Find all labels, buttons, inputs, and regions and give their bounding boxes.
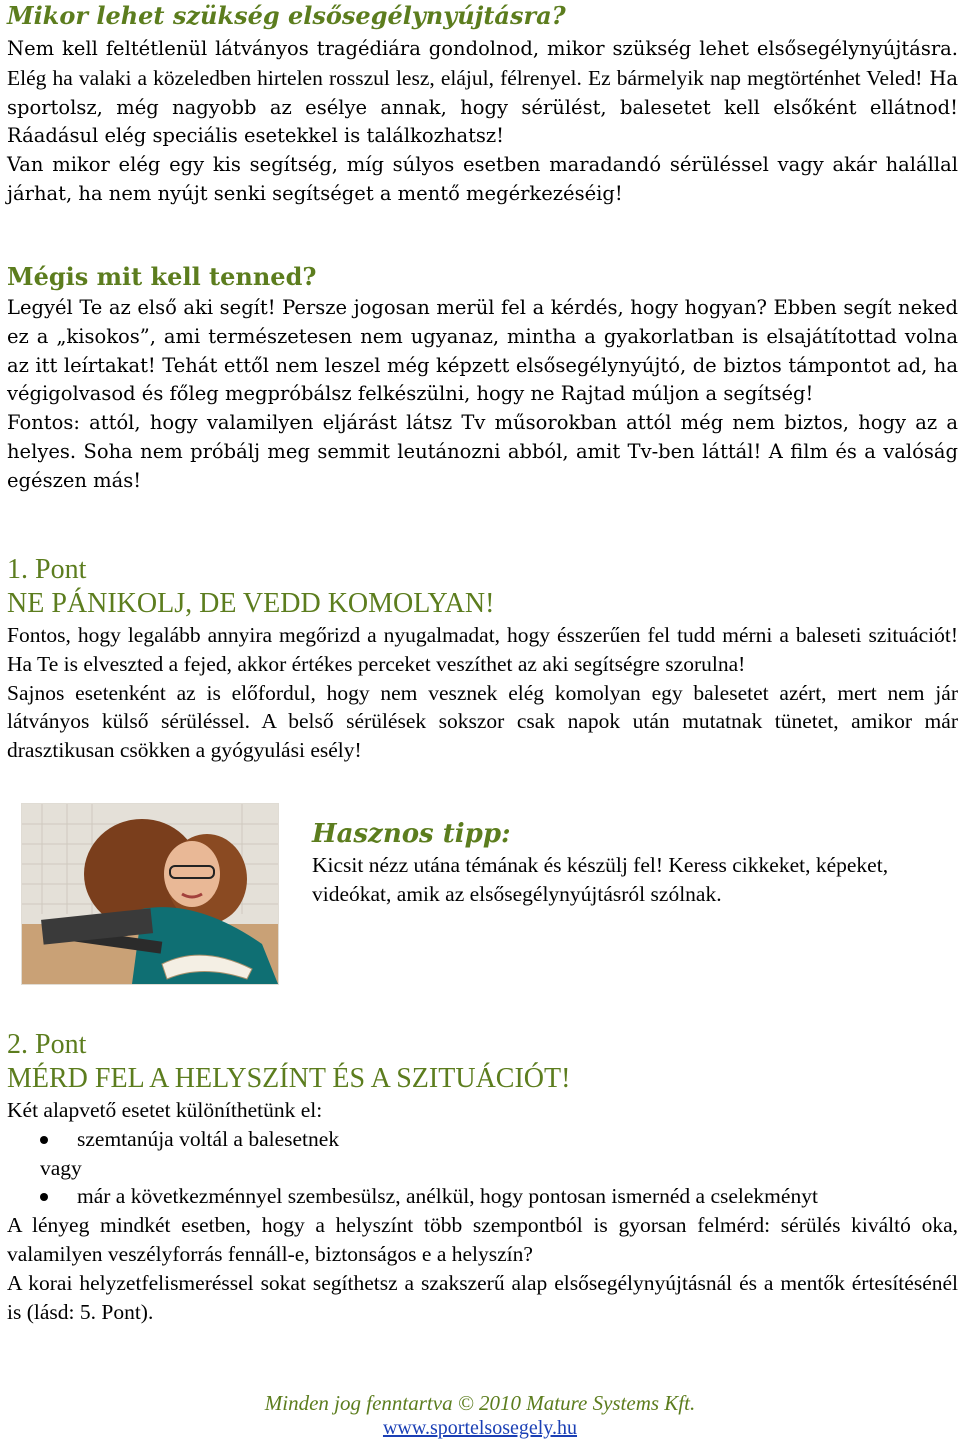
intro-p1-b: Elég ha valaki a közeledben hirtelen rosszul lesz, elájul, félrenyel. Ez bármelyik nap megtörténhet Veled! <box>7 65 923 90</box>
bullet-text: már a következménnyel szembesülsz, anélkül, hogy pontosan ismernéd a cselekményt <box>77 1184 818 1209</box>
woman-reading-photo <box>21 803 279 985</box>
tip-box <box>312 817 958 909</box>
what-paragraph-1: Legyél Te az első aki segít! Persze jogosan merül fel a kérdés, hogy hogyan? Ebben segít neked ez a „kisokos”, ami természetesen nem ugyanaz, mintha a gyakorlatban is elsajátítottad volna az itt leírtakat! Tehát ettől nem leszel még képzett elsősegélynyújtó, de biztos támpontot ad, ha végigolvasod és főleg megpróbálsz felkészülni, hogy ne Rajtad múljon a segítség! <box>7 296 958 406</box>
point2-paragraph-1: A lényeg mindkét esetben, hogy a helyszínt több szempontból is gyorsan felmérd: sérülés kiváltó oka, valamilyen veszélyforrás fennáll-e, biztonságos e a helyszín? <box>7 1213 958 1266</box>
intro-p1-a: Nem kell feltétlenül látványos tragédiára gondolnod, mikor szükség lehet elsősegélynyújtásra. <box>7 37 958 60</box>
woman-reading-illustration <box>22 804 278 984</box>
bullet-text: szemtanúja voltál a balesetnek <box>77 1126 340 1151</box>
intro-p1-c: Ha sportolsz, még nagyobb az esélye annak, hogy sérülést, balesetet kell elsőként ellátnod! Ráadásul elég speciális esetekkel is találkozhatsz! <box>7 66 958 148</box>
point2-title: MÉRD FEL A HELYSZÍNT ÉS A SZITUÁCIÓT! <box>7 1063 571 1094</box>
what-heading: Mégis mit kell tenned? <box>7 262 317 291</box>
point1-paragraph-1: Fontos, hogy legalább annyira megőrizd a nyugalmadat, hogy ésszerűen fel tudd mérni a baleseti szituációt! Ha Te is elveszted a fejed, akkor értékes perceket veszíthet az aki segítségre szorulna! <box>7 623 958 676</box>
intro-paragraph-2: Van mikor elég egy kis segítség, míg súlyos esetben maradandó sérüléssel vagy akár halállal járhat, ha nem nyújt senki segítséget a mentő megérkezéséig! <box>7 153 958 205</box>
list-item <box>7 1182 958 1211</box>
what-section <box>7 262 958 496</box>
list-item <box>7 1125 958 1154</box>
intro-paragraph-1 <box>7 35 958 151</box>
tip-heading: Hasznos tipp: <box>312 819 511 849</box>
point1-number: 1. Pont <box>7 554 87 585</box>
bullet-icon <box>40 1136 48 1144</box>
footer-website-link[interactable]: www.sportelsosegely.hu <box>382 1417 578 1439</box>
point1-title: NE PÁNIKOLJ, DE VEDD KOMOLYAN! <box>7 588 495 619</box>
bullet-icon <box>40 1193 48 1201</box>
footer-copyright: Minden jog fenntartva © 2010 Mature Systems Kft. <box>264 1391 696 1415</box>
point2-bullet-list <box>7 1125 958 1154</box>
intro-heading: Mikor lehet szükség elsősegélynyújtásra? <box>7 1 566 30</box>
point2-paragraph-2: A korai helyzetfelismeréssel sokat segíthetsz a szakszerű alap elsősegélynyújtásnál és a mentők értesítésénél is (lásd: 5. Pont). <box>7 1270 958 1324</box>
point1-section <box>7 553 958 765</box>
point2-bullet-list-2 <box>7 1182 958 1211</box>
point2-or: vagy <box>40 1155 82 1180</box>
point2-intro: Két alapvető esetet különíthetünk el: <box>7 1098 323 1122</box>
what-paragraph-2: Fontos: attól, hogy valamilyen eljárást látsz Tv műsorokban attól még nem biztos, hogy az a helyes. Soha nem próbálj meg semmit leutánozni abból, amit Tv-ben láttál! A film és a valóság egészen más! <box>7 411 958 492</box>
point2-section <box>7 1028 958 1326</box>
page-footer <box>0 1390 960 1440</box>
tip-text: Kicsit nézz utána témának és készülj fel! Keress cikkeket, képeket, videókat, amik az elsősegélynyújtásról szólnak. <box>312 853 889 906</box>
point1-paragraph-2: Sajnos esetenként az is előfordul, hogy nem vesznek elég komolyan egy balesetet azért, mert nem jár látványos külső sérüléssel. A belső sérülések sokszor csak napok után mutatnak tünetet, amikor már drasztikusan csökken a gyógyulási esély! <box>7 680 958 763</box>
point2-number: 2. Pont <box>7 1029 87 1060</box>
intro-section <box>7 2 958 209</box>
